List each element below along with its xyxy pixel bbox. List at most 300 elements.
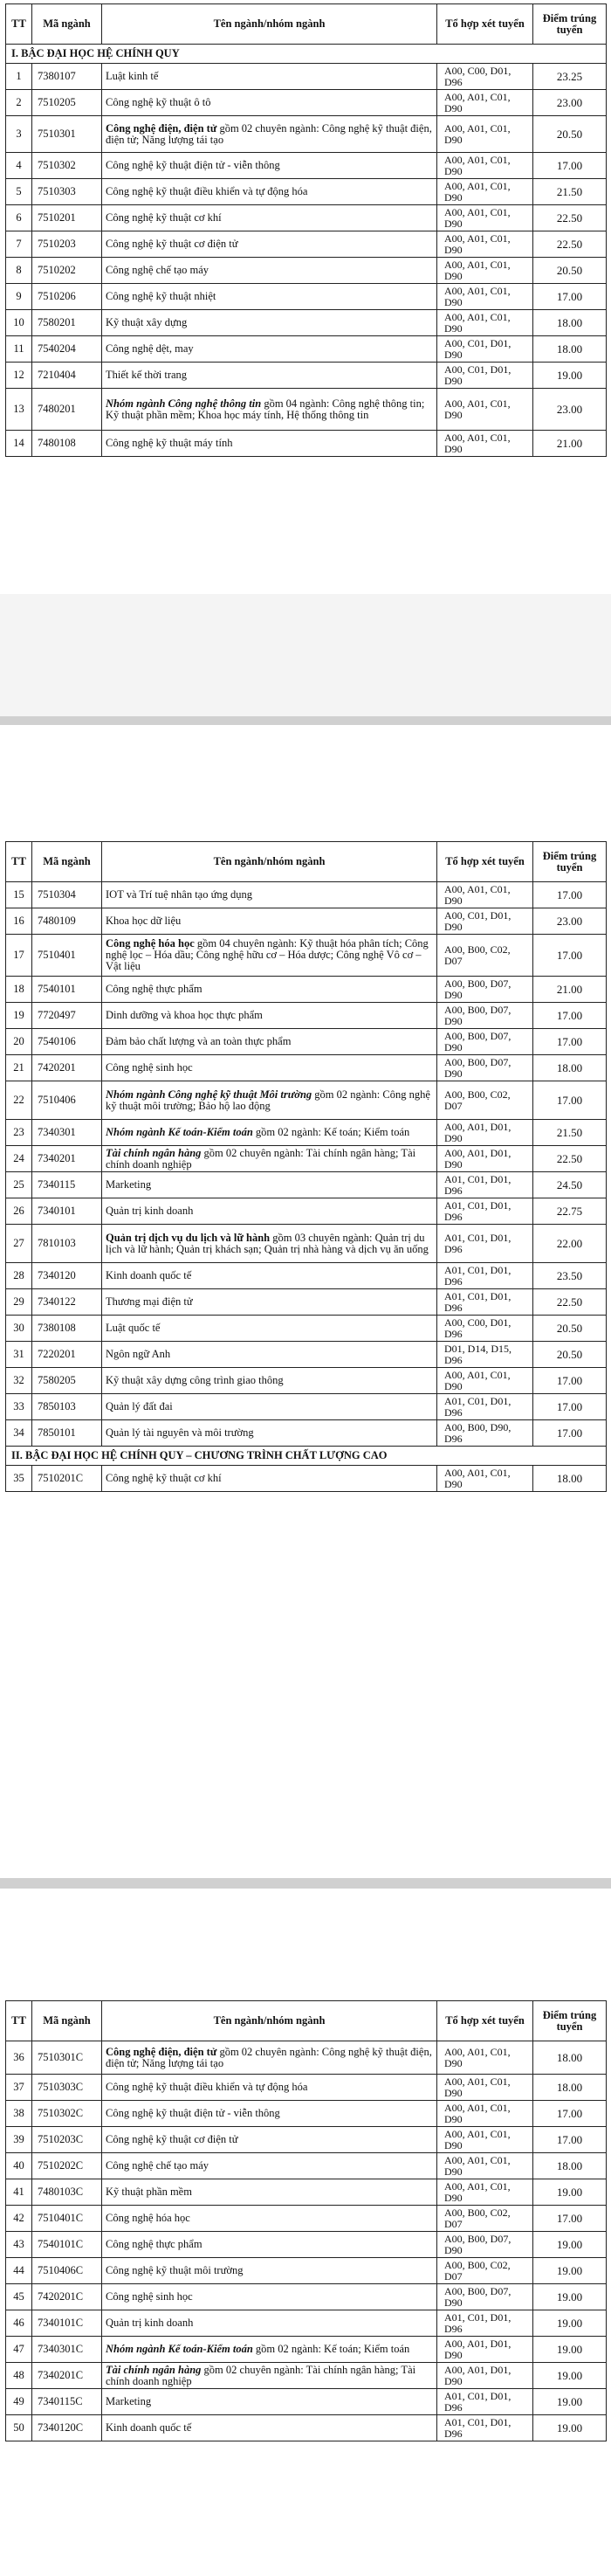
major-name: Công nghệ thực phẩm — [102, 977, 437, 1003]
header-code: Mã ngành — [32, 842, 102, 882]
subject-combination: A00, A01, D01, D90 — [437, 2363, 533, 2389]
admission-score: 17.00 — [533, 284, 607, 310]
subject-combination: A00, A01, C01, D90 — [437, 310, 533, 336]
major-name: Ngôn ngữ Anh — [102, 1342, 437, 1368]
major-code: 7720497 — [32, 1003, 102, 1029]
admission-score: 17.00 — [533, 1081, 607, 1120]
major-name: Công nghệ chế tạo máy — [102, 2153, 437, 2179]
major-group-title: Nhóm ngành Công nghệ kỹ thuật Môi trường — [106, 1088, 312, 1101]
major-code: 7480109 — [32, 908, 102, 935]
row-number: 16 — [6, 908, 32, 935]
major-name: Công nghệ kỹ thuật ô tô — [102, 90, 437, 116]
row-number: 28 — [6, 1263, 32, 1289]
major-code: 7510203 — [32, 231, 102, 258]
row-number: 3 — [6, 116, 32, 153]
row-number: 32 — [6, 1368, 32, 1394]
table-row — [6, 116, 607, 153]
admission-score: 19.00 — [533, 2363, 607, 2389]
table-row — [6, 2310, 607, 2337]
subject-combination: A00, A01, C01, D90 — [437, 179, 533, 205]
table-row — [6, 2075, 607, 2101]
subject-combination: A00, A01, C01, D90 — [437, 116, 533, 153]
row-number: 1 — [6, 64, 32, 90]
row-number: 2 — [6, 90, 32, 116]
major-name: Thiết kế thời trang — [102, 363, 437, 389]
table-row — [6, 2101, 607, 2127]
subject-combination: A00, B00, C02, D07 — [437, 2258, 533, 2284]
table-row — [6, 2415, 607, 2441]
major-code: 7540106 — [32, 1029, 102, 1055]
major-name: Quản lý đất đai — [102, 1394, 437, 1420]
admission-score: 19.00 — [533, 2258, 607, 2284]
header-code: Mã ngành — [32, 4, 102, 45]
header-name: Tên ngành/nhóm ngành — [102, 842, 437, 882]
page-gap — [0, 1660, 611, 1996]
row-number: 29 — [6, 1289, 32, 1316]
table-row — [6, 310, 607, 336]
table-row — [6, 908, 607, 935]
major-group-title: Tài chính ngân hàng — [106, 2363, 202, 2376]
table-row — [6, 1081, 607, 1120]
table-row — [6, 1003, 607, 1029]
major-name: Công nghệ sinh học — [102, 1055, 437, 1081]
row-number: 46 — [6, 2310, 32, 2337]
subject-combination: A00, B00, D07, D90 — [437, 2232, 533, 2258]
subject-combination: A00, A01, C01, D90 — [437, 2179, 533, 2206]
major-group-title: Tài chính ngân hàng — [106, 1146, 202, 1159]
subject-combination: A00, A01, D01, D90 — [437, 1146, 533, 1172]
row-number: 7 — [6, 231, 32, 258]
admission-score: 18.00 — [533, 1055, 607, 1081]
major-name — [102, 1225, 437, 1263]
admission-score: 18.00 — [533, 2075, 607, 2101]
major-group-title: Nhóm ngành Kế toán-Kiểm toán — [106, 1126, 253, 1138]
major-code: 7510406 — [32, 1081, 102, 1120]
table-row — [6, 2284, 607, 2310]
admission-score: 22.00 — [533, 1225, 607, 1263]
row-number: 37 — [6, 2075, 32, 2101]
major-code: 7510202C — [32, 2153, 102, 2179]
row-number: 26 — [6, 1198, 32, 1225]
admission-score: 17.00 — [533, 1394, 607, 1420]
header-name: Tên ngành/nhóm ngành — [102, 2001, 437, 2041]
row-number: 36 — [6, 2041, 32, 2075]
subject-combination: A00, C01, D01, D90 — [437, 363, 533, 389]
major-name: Marketing — [102, 1172, 437, 1198]
major-name — [102, 116, 437, 153]
subject-combination: A01, C01, D01, D96 — [437, 1172, 533, 1198]
table-row — [6, 1420, 607, 1447]
row-number: 10 — [6, 310, 32, 336]
major-code: 7340120C — [32, 2415, 102, 2441]
table-row — [6, 1289, 607, 1316]
table-header — [6, 4, 607, 45]
table-row — [6, 1342, 607, 1368]
major-name: Kỹ thuật xây dựng công trình giao thông — [102, 1368, 437, 1394]
admission-score: 17.00 — [533, 1420, 607, 1447]
major-code: 7340201 — [32, 1146, 102, 1172]
major-name: Công nghệ kỹ thuật nhiệt — [102, 284, 437, 310]
header-combo: Tổ hợp xét tuyển — [437, 842, 533, 882]
major-name: Đảm bảo chất lượng và an toàn thực phẩm — [102, 1029, 437, 1055]
admission-score: 21.50 — [533, 179, 607, 205]
row-number: 39 — [6, 2127, 32, 2153]
row-number: 44 — [6, 2258, 32, 2284]
table-row — [6, 2363, 607, 2389]
major-name: Thương mại điện tử — [102, 1289, 437, 1316]
subject-combination: A00, B00, D07, D90 — [437, 1055, 533, 1081]
table-row — [6, 2206, 607, 2232]
subject-combination: A00, A01, C01, D90 — [437, 431, 533, 457]
subject-combination: A01, C01, D01, D96 — [437, 1198, 533, 1225]
table-row — [6, 1368, 607, 1394]
table-row — [6, 882, 607, 908]
subject-combination: A01, C01, D01, D96 — [437, 2310, 533, 2337]
major-name: Công nghệ kỹ thuật cơ khí — [102, 205, 437, 231]
subject-combination: A00, B00, C02, D07 — [437, 1081, 533, 1120]
header-tt: TT — [6, 2001, 32, 2041]
table-row — [6, 231, 607, 258]
major-group-detail: gồm 02 chuyên ngành: Công nghệ kỹ thuật điện, điện tử; Năng lượng tái tạo — [106, 2045, 432, 2069]
major-group-title: Công nghệ điện, điện tử — [106, 121, 217, 135]
major-code: 7210404 — [32, 363, 102, 389]
row-number: 50 — [6, 2415, 32, 2441]
major-name — [102, 1081, 437, 1120]
major-code: 7850101 — [32, 1420, 102, 1447]
major-code: 7340115 — [32, 1172, 102, 1198]
subject-combination: A01, C01, D01, D96 — [437, 1225, 533, 1263]
major-name: Công nghệ kỹ thuật cơ điện tử — [102, 2127, 437, 2153]
table-row — [6, 2179, 607, 2206]
admission-score: 21.00 — [533, 977, 607, 1003]
major-group-detail: gồm 02 ngành: Công nghệ kỹ thuật môi trường; Bảo hộ lao động — [106, 1088, 430, 1112]
admission-score: 23.00 — [533, 90, 607, 116]
subject-combination: A00, B00, D07, D90 — [437, 977, 533, 1003]
table-row — [6, 977, 607, 1003]
major-name: Luật quốc tế — [102, 1316, 437, 1342]
admission-score: 20.50 — [533, 1316, 607, 1342]
row-number: 48 — [6, 2363, 32, 2389]
admission-score: 17.00 — [533, 935, 607, 977]
admission-score: 17.00 — [533, 882, 607, 908]
subject-combination: A00, A01, C01, D90 — [437, 2127, 533, 2153]
row-number: 22 — [6, 1081, 32, 1120]
major-code: 7510202 — [32, 258, 102, 284]
major-group-detail: gồm 03 chuyên ngành: Quản trị du lịch và lữ hành; Quản trị khách sạn; Quản trị nhà hàng và dịch vụ ăn uống — [106, 1231, 429, 1255]
subject-combination: A01, C01, D01, D96 — [437, 1394, 533, 1420]
header-code: Mã ngành — [32, 2001, 102, 2041]
major-name — [102, 1146, 437, 1172]
table-row — [6, 179, 607, 205]
subject-combination: A00, A01, C01, D90 — [437, 1368, 533, 1394]
admission-score: 22.50 — [533, 231, 607, 258]
subject-combination: A00, C00, D01, D96 — [437, 1316, 533, 1342]
row-number: 35 — [6, 1466, 32, 1492]
subject-combination: A00, C01, D01, D90 — [437, 336, 533, 363]
admission-score: 18.00 — [533, 2041, 607, 2075]
row-number: 17 — [6, 935, 32, 977]
admission-score: 17.00 — [533, 2127, 607, 2153]
table-row — [6, 1055, 607, 1081]
major-code: 7510303 — [32, 179, 102, 205]
table-row — [6, 1172, 607, 1198]
row-number: 6 — [6, 205, 32, 231]
major-code: 7810103 — [32, 1225, 102, 1263]
major-code: 7850103 — [32, 1394, 102, 1420]
major-code: 7510301 — [32, 116, 102, 153]
major-name: Kinh doanh quốc tế — [102, 1263, 437, 1289]
table-row — [6, 1029, 607, 1055]
table-row — [6, 205, 607, 231]
subject-combination: A00, A01, C01, D90 — [437, 389, 533, 431]
row-number: 34 — [6, 1420, 32, 1447]
header-combo: Tổ hợp xét tuyển — [437, 2001, 533, 2041]
header-score: Điểm trúng tuyển — [533, 2001, 607, 2041]
row-number: 24 — [6, 1146, 32, 1172]
subject-combination: A00, A01, C01, D90 — [437, 2101, 533, 2127]
table-row — [6, 2153, 607, 2179]
table-row — [6, 258, 607, 284]
major-group-title: Nhóm ngành Kế toán-Kiểm toán — [106, 2343, 253, 2355]
table-row — [6, 1198, 607, 1225]
subject-combination: A00, C00, D01, D96 — [437, 64, 533, 90]
admission-score: 17.00 — [533, 1029, 607, 1055]
subject-combination: A01, C01, D01, D96 — [437, 2389, 533, 2415]
row-number: 40 — [6, 2153, 32, 2179]
row-number: 13 — [6, 389, 32, 431]
major-code: 7380108 — [32, 1316, 102, 1342]
major-code: 7540204 — [32, 336, 102, 363]
admission-score: 19.00 — [533, 2337, 607, 2363]
table-row — [6, 336, 607, 363]
major-name — [102, 2337, 437, 2363]
admission-score: 19.00 — [533, 2310, 607, 2337]
major-code: 7510303C — [32, 2075, 102, 2101]
major-name: Công nghệ hóa học — [102, 2206, 437, 2232]
major-group-detail: gồm 02 chuyên ngành: Tài chính ngân hàng; Tài chính doanh nghiệp — [106, 1146, 416, 1171]
table-row — [6, 363, 607, 389]
table-row — [6, 2041, 607, 2075]
major-group-detail: gồm 04 chuyên ngành: Kỹ thuật hóa phân tích; Công nghệ lọc – Hóa dầu; Công nghệ hữu cơ – Hóa dược; Công nghệ Vô cơ – Vật liệu — [106, 937, 429, 972]
table-row — [6, 1394, 607, 1420]
major-name: Công nghệ kỹ thuật máy tính — [102, 431, 437, 457]
major-name: Dinh dưỡng và khoa học thực phẩm — [102, 1003, 437, 1029]
major-name: Công nghệ sinh học — [102, 2284, 437, 2310]
table-row — [6, 284, 607, 310]
major-code: 7510201 — [32, 205, 102, 231]
major-name: Công nghệ kỹ thuật cơ điện tử — [102, 231, 437, 258]
admission-score: 18.00 — [533, 1466, 607, 1492]
major-group-detail: gồm 02 chuyên ngành: Công nghệ kỹ thuật điện, điện tử; Năng lượng tái tạo — [106, 121, 432, 146]
major-code: 7510304 — [32, 882, 102, 908]
major-name: Công nghệ thực phẩm — [102, 2232, 437, 2258]
table-row — [6, 1146, 607, 1172]
major-code: 7340201C — [32, 2363, 102, 2389]
major-code: 7510201C — [32, 1466, 102, 1492]
subject-combination: A00, B00, D07, D90 — [437, 2284, 533, 2310]
major-code: 7540101 — [32, 977, 102, 1003]
section-title: I. BẬC ĐẠI HỌC HỆ CHÍNH QUY — [6, 45, 607, 64]
row-number: 12 — [6, 363, 32, 389]
table-row — [6, 1316, 607, 1342]
table-row — [6, 2258, 607, 2284]
admission-score: 19.00 — [533, 2415, 607, 2441]
major-code: 7510302 — [32, 153, 102, 179]
major-code: 7510203C — [32, 2127, 102, 2153]
row-number: 47 — [6, 2337, 32, 2363]
major-group-title: Quản trị dịch vụ du lịch và lữ hành — [106, 1231, 271, 1244]
row-number: 33 — [6, 1394, 32, 1420]
row-number: 20 — [6, 1029, 32, 1055]
major-name: Quản trị kinh doanh — [102, 2310, 437, 2337]
section-title: II. BẬC ĐẠI HỌC HỆ CHÍNH QUY – CHƯƠNG TRÌNH CHẤT LƯỢNG CAO — [6, 1447, 607, 1466]
admission-score: 20.50 — [533, 1342, 607, 1368]
subject-combination: A00, B00, D07, D90 — [437, 1029, 533, 1055]
header-score: Điểm trúng tuyển — [533, 842, 607, 882]
major-code: 7510401C — [32, 2206, 102, 2232]
major-name — [102, 389, 437, 431]
row-number: 15 — [6, 882, 32, 908]
major-code: 7480108 — [32, 431, 102, 457]
subject-combination: A00, A01, C01, D90 — [437, 205, 533, 231]
scan-page-1 — [0, 0, 611, 594]
subject-combination: A00, A01, D01, D90 — [437, 1120, 533, 1146]
admission-score: 22.50 — [533, 205, 607, 231]
major-name: Marketing — [102, 2389, 437, 2415]
subject-combination: A01, C01, D01, D96 — [437, 1263, 533, 1289]
row-number: 25 — [6, 1172, 32, 1198]
subject-combination: A00, C01, D01, D90 — [437, 908, 533, 935]
header-tt: TT — [6, 842, 32, 882]
major-group-title: Công nghệ điện, điện tử — [106, 2045, 217, 2058]
major-name: Công nghệ kỹ thuật điện tử - viễn thông — [102, 153, 437, 179]
subject-combination: A00, B00, D90, D96 — [437, 1420, 533, 1447]
admission-score: 24.50 — [533, 1172, 607, 1198]
table-row — [6, 1225, 607, 1263]
major-code: 7580205 — [32, 1368, 102, 1394]
admission-score: 19.00 — [533, 2232, 607, 2258]
major-name: Công nghệ kỹ thuật điều khiển và tự động hóa — [102, 2075, 437, 2101]
major-code: 7510302C — [32, 2101, 102, 2127]
major-name: IOT và Trí tuệ nhân tạo ứng dụng — [102, 882, 437, 908]
major-code: 7510406C — [32, 2258, 102, 2284]
table-row — [6, 153, 607, 179]
major-code: 7380107 — [32, 64, 102, 90]
major-code: 7340101C — [32, 2310, 102, 2337]
header-tt: TT — [6, 4, 32, 45]
major-code: 7510205 — [32, 90, 102, 116]
subject-combination: A00, A01, C01, D90 — [437, 882, 533, 908]
table-row — [6, 2389, 607, 2415]
subject-combination: A01, C01, D01, D96 — [437, 2415, 533, 2441]
admission-score: 18.00 — [533, 2153, 607, 2179]
admission-score: 23.25 — [533, 64, 607, 90]
table-row — [6, 2232, 607, 2258]
major-name — [102, 2041, 437, 2075]
subject-combination: A00, B00, D07, D90 — [437, 1003, 533, 1029]
major-name: Công nghệ kỹ thuật môi trường — [102, 2258, 437, 2284]
major-code: 7510206 — [32, 284, 102, 310]
admission-score: 19.00 — [533, 2389, 607, 2415]
major-code: 7220201 — [32, 1342, 102, 1368]
major-code: 7480201 — [32, 389, 102, 431]
major-name — [102, 1120, 437, 1146]
subject-combination: A00, A01, D01, D90 — [437, 2337, 533, 2363]
major-name — [102, 2363, 437, 2389]
subject-combination: A01, C01, D01, D96 — [437, 1289, 533, 1316]
major-group-title: Nhóm ngành Công nghệ thông tin — [106, 397, 262, 410]
admission-score: 19.00 — [533, 2179, 607, 2206]
row-number: 14 — [6, 431, 32, 457]
admission-score: 21.00 — [533, 431, 607, 457]
admission-score: 22.75 — [533, 1198, 607, 1225]
subject-combination: A00, A01, C01, D90 — [437, 258, 533, 284]
admission-score: 19.00 — [533, 2284, 607, 2310]
admission-score: 19.00 — [533, 363, 607, 389]
major-name: Công nghệ chế tạo máy — [102, 258, 437, 284]
admission-score: 17.00 — [533, 2101, 607, 2127]
row-number: 38 — [6, 2101, 32, 2127]
major-group-detail: gồm 02 ngành: Kế toán; Kiểm toán — [252, 2343, 410, 2355]
admission-score: 23.00 — [533, 908, 607, 935]
major-code: 7340101 — [32, 1198, 102, 1225]
row-number: 11 — [6, 336, 32, 363]
page-gap — [0, 594, 611, 825]
subject-combination: A00, B00, C02, D07 — [437, 935, 533, 977]
admission-table-2 — [5, 841, 607, 1492]
table-row — [6, 431, 607, 457]
major-name — [102, 935, 437, 977]
admission-score: 17.00 — [533, 1368, 607, 1394]
admission-score: 17.00 — [533, 153, 607, 179]
subject-combination: A00, A01, C01, D90 — [437, 2075, 533, 2101]
row-number: 31 — [6, 1342, 32, 1368]
admission-score: 21.50 — [533, 1120, 607, 1146]
table-row — [6, 389, 607, 431]
header-combo: Tổ hợp xét tuyển — [437, 4, 533, 45]
table-row — [6, 2127, 607, 2153]
major-group-detail: gồm 04 ngành: Công nghệ thông tin; Kỹ thuật phần mềm; Khoa học máy tính, Hệ thống thông tin — [106, 397, 425, 421]
table-header — [6, 842, 607, 882]
subject-combination: A00, A01, C01, D90 — [437, 284, 533, 310]
row-number: 23 — [6, 1120, 32, 1146]
subject-combination: A00, A01, C01, D90 — [437, 1466, 533, 1492]
table-row — [6, 1263, 607, 1289]
admission-score: 22.50 — [533, 1289, 607, 1316]
major-name: Kỹ thuật phần mềm — [102, 2179, 437, 2206]
admission-table-1 — [5, 3, 607, 457]
major-name: Quản lý tài nguyên và môi trường — [102, 1420, 437, 1447]
row-number: 45 — [6, 2284, 32, 2310]
row-number: 30 — [6, 1316, 32, 1342]
row-number: 19 — [6, 1003, 32, 1029]
table-row — [6, 1466, 607, 1492]
table-header — [6, 2001, 607, 2041]
major-group-detail: gồm 02 chuyên ngành: Tài chính ngân hàng; Tài chính doanh nghiệp — [106, 2363, 416, 2387]
subject-combination: A00, B00, C02, D07 — [437, 2206, 533, 2232]
row-number: 18 — [6, 977, 32, 1003]
header-name: Tên ngành/nhóm ngành — [102, 4, 437, 45]
row-number: 4 — [6, 153, 32, 179]
major-name: Kỹ thuật xây dựng — [102, 310, 437, 336]
subject-combination: A00, A01, C01, D90 — [437, 153, 533, 179]
subject-combination: A00, A01, C01, D90 — [437, 90, 533, 116]
table-row — [6, 64, 607, 90]
scan-page-3 — [0, 1996, 611, 2576]
major-code: 7420201 — [32, 1055, 102, 1081]
major-name: Công nghệ dệt, may — [102, 336, 437, 363]
major-name: Quản trị kinh doanh — [102, 1198, 437, 1225]
